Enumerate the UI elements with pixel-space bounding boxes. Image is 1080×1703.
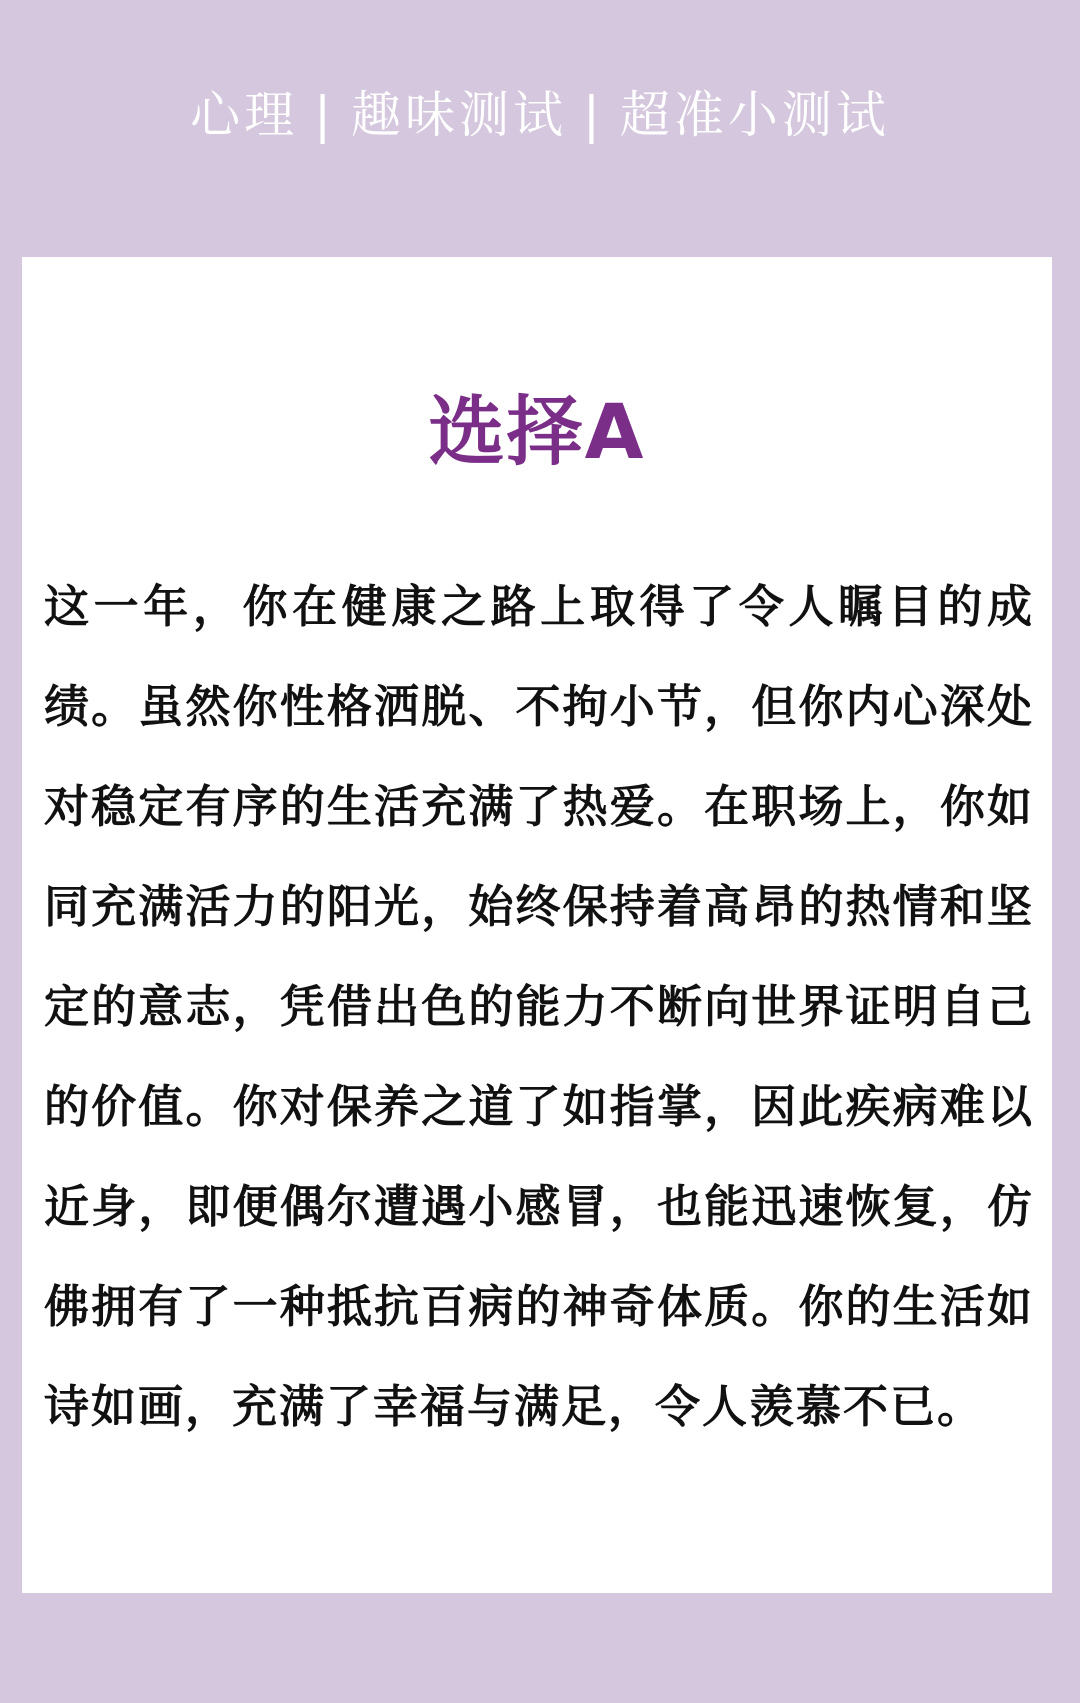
- result-description: 这一年，你在健康之路上取得了令人瞩目的成绩。虽然你性格洒脱、不拘小节，但你内心深处对稳定有序的生活充满了热爱。在职场上，你如同充满活力的阳光，始终保持着高昂的热情和坚定的意志，凭借出色的能力不断向世界证明自己的价值。你对保养之道了如指掌，因此疾病难以近身，即便偶尔遭遇小感冒，也能迅速恢复，仿佛拥有了一种抵抗百病的神奇体质。你的生活如诗如画，充满了幸福与满足，令人羡慕不已。: [44, 580, 1034, 1433]
- result-title: 选择A: [428, 387, 646, 476]
- header-tag-accurate-test: 超准小测试: [619, 86, 890, 144]
- result-card: [22, 257, 1052, 1593]
- header-tag-psychology: 心理: [190, 86, 299, 144]
- header-separator: |: [314, 86, 335, 144]
- header-tag-fun-test: 趣味测试: [351, 86, 567, 144]
- header-separator: |: [583, 86, 604, 144]
- header-category-bar: [0, 75, 1080, 155]
